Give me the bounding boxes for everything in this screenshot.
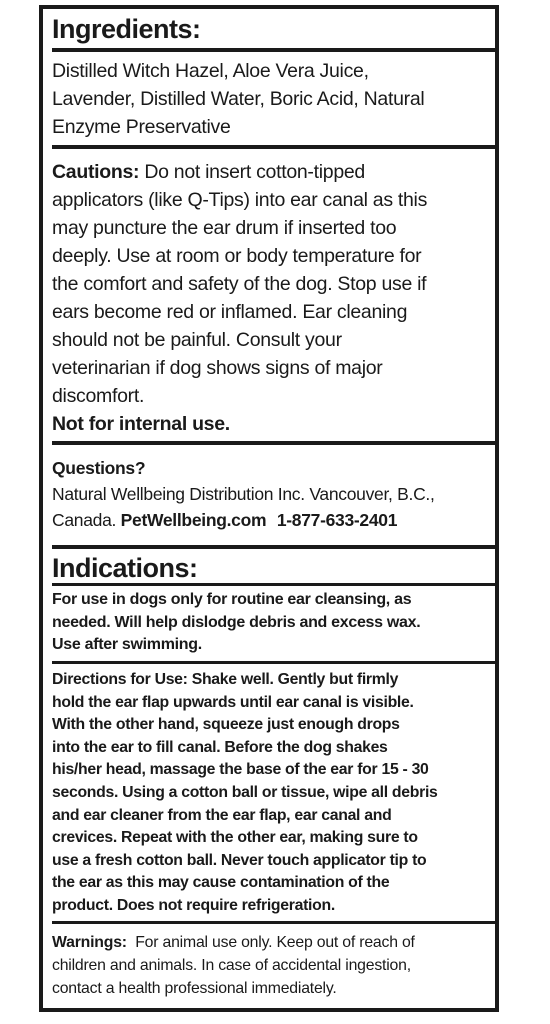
questions-line bbox=[52, 507, 500, 533]
indications-heading: Indications: bbox=[52, 553, 198, 583]
directions-line: hold the ear flap upwards until ear canal is visible. bbox=[52, 693, 414, 711]
warnings-line-rest: For animal use only. Keep out of reach of bbox=[126, 934, 415, 951]
warnings-line: contact a health professional immediately. bbox=[52, 980, 337, 997]
directions-line: his/her head, massage the base of the ear for 15 - 30 bbox=[52, 761, 429, 779]
directions-line: the ear as this may cause contamination of the bbox=[52, 874, 390, 892]
cautions-label: Cautions: bbox=[52, 161, 140, 183]
directions-line: With the other hand, squeeze just enough drops bbox=[52, 716, 400, 734]
section-divider bbox=[52, 921, 497, 924]
cautions-line bbox=[52, 158, 500, 186]
ingredients-rule bbox=[52, 48, 497, 52]
directions-text bbox=[52, 669, 500, 918]
ingredients-line: Lavender, Distilled Water, Boric Acid, Natural bbox=[52, 88, 425, 110]
internal-use-warning: Not for internal use. bbox=[52, 413, 230, 435]
directions-line: into the ear to fill canal. Before the dog shakes bbox=[52, 738, 388, 756]
ingredients-heading: Ingredients: bbox=[52, 14, 201, 44]
section-divider bbox=[52, 145, 497, 149]
cautions-text bbox=[52, 158, 500, 438]
section-divider bbox=[52, 661, 497, 664]
ingredients-line: Enzyme Preservative bbox=[52, 116, 231, 138]
questions-heading: Questions? bbox=[52, 458, 146, 478]
questions-prefix: Canada. bbox=[52, 510, 121, 530]
cautions-line: veterinarian if dog shows signs of major bbox=[52, 357, 383, 379]
cautions-line: discomfort. bbox=[52, 385, 145, 407]
section-divider bbox=[52, 441, 497, 445]
cautions-line: should not be painful. Consult your bbox=[52, 329, 342, 351]
questions-line: Natural Wellbeing Distribution Inc. Vancouver, B.C., bbox=[52, 484, 435, 504]
directions-line: product. Does not require refrigeration. bbox=[52, 896, 335, 914]
cautions-line: deeply. Use at room or body temperature for bbox=[52, 245, 422, 267]
warnings-label: Warnings: bbox=[52, 934, 127, 951]
directions-line: seconds. Using a cotton ball or tissue, wipe all debris bbox=[52, 783, 438, 801]
directions-line: Directions for Use: Shake well. Gently but firmly bbox=[52, 671, 399, 688]
cautions-line: applicators (like Q-Tips) into ear canal as this bbox=[52, 189, 428, 211]
directions-line: crevices. Repeat with the other ear, making sure to bbox=[52, 829, 418, 847]
ingredients-text bbox=[52, 57, 500, 141]
warnings-text bbox=[52, 931, 500, 1000]
indications-line: For use in dogs only for routine ear cleansing, as bbox=[52, 591, 412, 608]
cautions-line: ears become red or inflamed. Ear cleaning bbox=[52, 301, 408, 323]
indications-rule bbox=[52, 583, 497, 586]
directions-line: use a fresh cotton ball. Never touch applicator tip to bbox=[52, 851, 427, 869]
section-divider bbox=[52, 545, 497, 549]
questions-text bbox=[52, 455, 500, 533]
website-link[interactable]: PetWellbeing.com bbox=[120, 510, 267, 530]
warnings-line: children and animals. In case of accidental ingestion, bbox=[52, 957, 411, 974]
ingredients-line: Distilled Witch Hazel, Aloe Vera Juice, bbox=[52, 60, 369, 82]
phone-number: 1-877-633-2401 bbox=[276, 510, 398, 530]
directions-line: and ear cleaner from the ear flap, ear canal and bbox=[52, 806, 392, 824]
indications-text bbox=[52, 589, 500, 657]
indications-line: needed. Will help dislodge debris and excess wax. bbox=[52, 613, 421, 631]
warnings-line bbox=[52, 931, 500, 954]
cautions-line: the comfort and safety of the dog. Stop use if bbox=[52, 273, 427, 295]
indications-line: Use after swimming. bbox=[52, 636, 202, 653]
cautions-line: may puncture the ear drum if inserted too bbox=[52, 217, 397, 239]
cautions-line-rest: Do not insert cotton-tipped bbox=[139, 161, 365, 183]
